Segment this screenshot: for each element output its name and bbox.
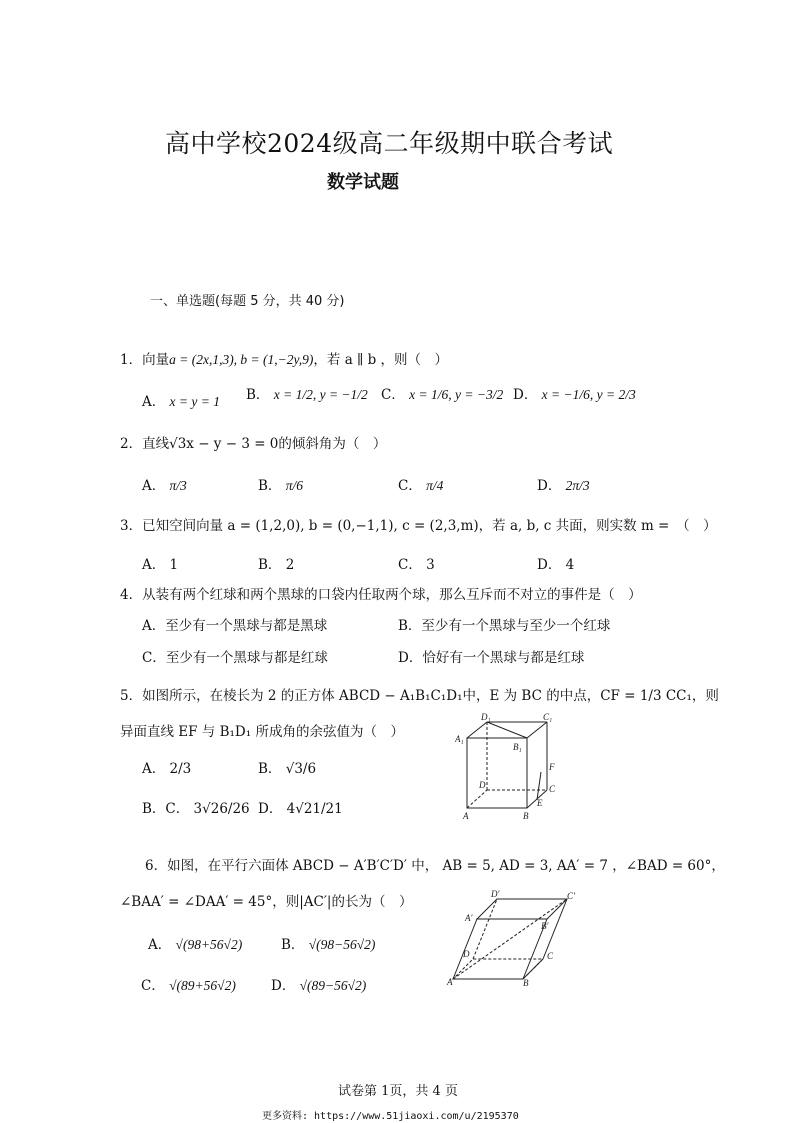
parallelepiped-figure — [445, 887, 585, 987]
figure-label: F — [549, 762, 555, 772]
figure-label: A — [447, 977, 453, 987]
question-2-stem: 2．直线√3x − y − 3 = 0的倾斜角为（ ） — [120, 436, 387, 452]
question-3-option-c: C． 3 — [398, 557, 435, 573]
question-4-stem: 4．从装有两个红球和两个黑球的口袋内任取两个球，那么互斥而不对立的事件是（ ） — [120, 587, 642, 603]
question-4-option-b: B．至少有一个黑球与至少一个红球 — [398, 618, 611, 634]
question-6-option-b: B． √(98−56√2) — [281, 937, 376, 953]
figure-label: D — [479, 780, 486, 790]
exam-title: 高中学校2024级高二年级期中联合考试 — [165, 129, 614, 158]
figure-label: D′ — [491, 889, 500, 899]
question-2-option-d: D． 2π/3 — [537, 478, 590, 494]
question-4-option-a: A．至少有一个黑球与都是黑球 — [142, 618, 328, 634]
figure-label: B₁ — [513, 742, 522, 752]
question-5-stem-line1: 5．如图所示，在棱长为 2 的正方体 ABCD − A₁B₁C₁D₁中，E 为 BC 的中点，CF = 1/3 CC₁，则 — [120, 688, 719, 704]
question-2-option-c: C． π/4 — [398, 478, 444, 494]
section-heading: 一、单选题(每题 5 分，共 40 分) — [150, 294, 345, 309]
question-2-option-a: A． π/3 — [142, 478, 187, 494]
question-5-option-c: B．C． 3√26/26 — [142, 801, 250, 817]
question-3-stem: 3．已知空间向量 a = (1,2,0), b = (0,−1,1), c = (2,3,m)，若 a, b, c 共面，则实数 m = （ ） — [120, 518, 717, 534]
question-2-option-b: B． π/6 — [258, 478, 303, 494]
question-3-option-b: B． 2 — [258, 557, 295, 573]
question-6-stem-line1: 6．如图，在平行六面体 ABCD − A′B′C′D′ 中， AB = 5, AD = 3, AA′ = 7 ，∠BAD = 60°， — [145, 858, 725, 874]
question-1-option-d: D． x = −1/6, y = 2/3 — [513, 387, 636, 403]
question-1-stem: 1．向量a = (2x,1,3), b = (1,−2y,9)，若 a ∥ b ，则（ ） — [120, 352, 448, 368]
question-6-stem-line2: ∠BAA′ = ∠DAA′ = 45°，则|AC′|的长为（ ） — [120, 894, 413, 910]
figure-label: C₁ — [543, 712, 553, 722]
figure-label: B′ — [541, 921, 549, 931]
question-5-option-a: A． 2/3 — [142, 761, 192, 777]
figure-label: C — [549, 784, 556, 794]
figure-label: D — [463, 949, 470, 959]
figure-label: C — [547, 951, 554, 961]
exam-subtitle: 数学试题 — [327, 172, 399, 193]
question-5-option-b: B． √3/6 — [258, 761, 317, 777]
cube-figure — [455, 712, 565, 822]
question-3-option-a: A． 1 — [142, 557, 179, 573]
figure-label: A′ — [465, 913, 473, 923]
question-6-option-a: A． √(98+56√2) — [148, 937, 243, 953]
figure-label: B — [523, 811, 529, 821]
question-1-option-c: C． x = 1/6, y = −3/2 — [381, 387, 504, 403]
question-number: 1． — [120, 352, 143, 368]
figure-label: B — [523, 978, 529, 987]
figure-label: A₁ — [455, 734, 464, 744]
question-4-option-d: D．恰好有一个黑球与都是红球 — [398, 650, 585, 666]
question-1-option-a: A． x = y = 1 — [142, 394, 221, 410]
question-3-option-d: D． 4 — [537, 557, 575, 573]
figure-label: D₁ — [481, 712, 491, 722]
question-6-option-c: C． √(89+56√2) — [141, 978, 236, 994]
figure-label: E — [537, 798, 543, 808]
figure-label: C′ — [567, 891, 575, 901]
question-5-option-d: D． 4√21/21 — [258, 801, 343, 817]
page-footer: 试卷第 1页，共 4 页 — [338, 1084, 458, 1099]
question-6-option-d: D． √(89−56√2) — [271, 978, 367, 994]
more-resources-link[interactable]: 更多资料: https://www.51jiaoxi.com/u/2195370 — [262, 1111, 519, 1122]
question-4-option-c: C．至少有一个黑球与都是红球 — [142, 650, 328, 666]
question-1-option-b: B． x = 1/2, y = −1/2 — [246, 387, 368, 403]
question-5-stem-line2: 异面直线 EF 与 B₁D₁ 所成角的余弦值为（ ） — [120, 724, 404, 740]
figure-label: A — [463, 811, 469, 821]
